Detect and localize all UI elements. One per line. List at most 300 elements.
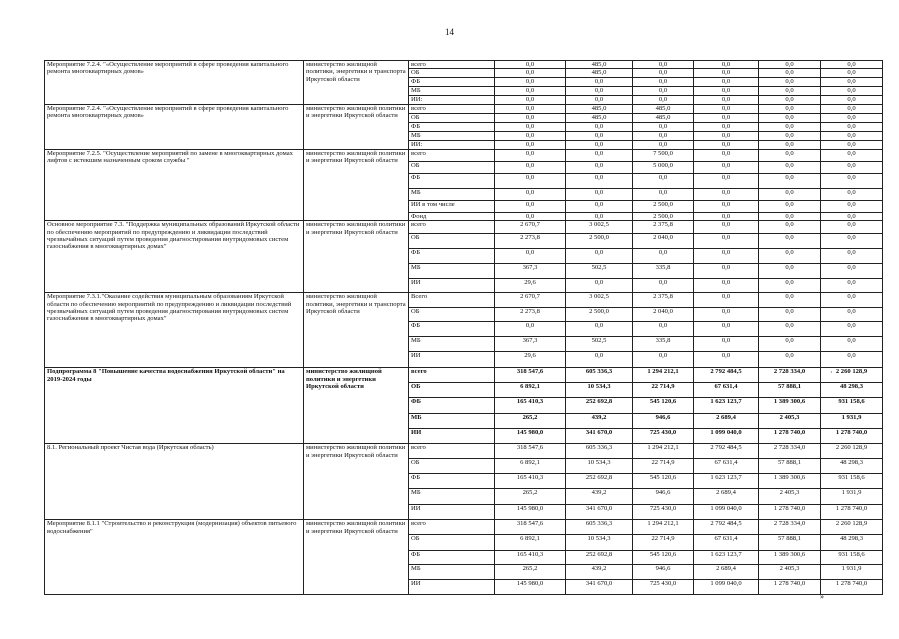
amount-cell: 1 623 123,7 <box>694 398 759 414</box>
amount-cell: 0,0 <box>821 69 883 77</box>
amount-cell: 725 430,0 <box>633 429 694 444</box>
amount-cell: 1 278 740,0 <box>759 429 821 444</box>
amount-cell: 2 728 334,0 <box>759 368 821 383</box>
amount-cell: 0,0 <box>759 337 821 352</box>
amount-cell: 0,0 <box>821 140 883 149</box>
amount-cell: 48 298,3 <box>821 459 883 474</box>
amount-cell: 0,0 <box>759 131 821 140</box>
funding-source-cell: ИИ <box>409 580 495 595</box>
amount-cell: 335,8 <box>633 337 694 352</box>
amount-cell: 0,0 <box>759 149 821 161</box>
spacer-cell <box>883 505 894 520</box>
amount-cell: 0,0 <box>495 95 566 104</box>
amount-cell: 0,0 <box>694 352 759 368</box>
amount-cell: 367,3 <box>495 264 566 279</box>
amount-cell: 1 294 212,1 <box>633 444 694 459</box>
amount-cell: 0,0 <box>633 352 694 368</box>
amount-cell: 22 714,9 <box>633 535 694 551</box>
amount-cell: 22 714,9 <box>633 383 694 398</box>
amount-cell: 0,0 <box>495 77 566 86</box>
amount-cell: 0,0 <box>566 77 633 86</box>
funding-source-cell: МБ <box>409 414 495 429</box>
amount-cell: 0,0 <box>694 337 759 352</box>
amount-cell: 252 692,8 <box>566 398 633 414</box>
amount-cell: 6 892,1 <box>495 459 566 474</box>
funding-source-cell: всего <box>409 104 495 113</box>
amount-cell: 0,0 <box>821 77 883 86</box>
amount-cell: 145 980,0 <box>495 580 566 595</box>
margin-mark: · <box>830 368 833 377</box>
amount-cell: 439,2 <box>566 489 633 505</box>
spacer-cell <box>883 580 894 595</box>
amount-cell: 1 623 123,7 <box>694 551 759 565</box>
spacer-cell <box>883 69 894 77</box>
measure-name-cell: 8.1. Региональный проект Чистая вода (Иркутская область) <box>45 444 304 520</box>
budget-table <box>44 60 894 595</box>
amount-cell: 0,0 <box>694 212 759 220</box>
amount-cell: 0,0 <box>694 95 759 104</box>
amount-cell: 1 278 740,0 <box>759 505 821 520</box>
measure-name-cell: Подпрограмма 8 "Повышение качества водоснабжения Иркутской области" на 2019-2024 годы <box>45 368 304 444</box>
amount-cell: 1 931,9 <box>821 489 883 505</box>
amount-cell: 485,0 <box>566 61 633 69</box>
amount-cell: 946,6 <box>633 414 694 429</box>
executor-cell: министерство жилищной политики и энергетики Иркутской области <box>304 444 409 520</box>
spacer-cell <box>883 249 894 264</box>
funding-source-cell: ИИ в том числе <box>409 200 495 212</box>
funding-source-cell: ИИ: <box>409 95 495 104</box>
amount-cell: 545 120,6 <box>633 474 694 489</box>
amount-cell: 0,0 <box>821 188 883 200</box>
funding-source-cell: ОБ <box>409 161 495 173</box>
amount-cell: 0,0 <box>694 113 759 122</box>
amount-cell: 0,0 <box>495 86 566 95</box>
spacer-cell <box>883 368 894 383</box>
spacer-cell <box>883 234 894 249</box>
funding-source-cell: МБ <box>409 188 495 200</box>
amount-cell: 931 158,6 <box>821 474 883 489</box>
amount-cell: 0,0 <box>633 140 694 149</box>
measure-name-cell: Мероприятие 7.2.4. "«Осуществление мероприятий в сфере проведения капитального ремонта многоквартирных домов» <box>45 104 304 149</box>
amount-cell: 1 294 212,1 <box>633 520 694 535</box>
executor-cell: министерство жилищной политики, энергетики и транспорта Иркутской области <box>304 61 409 105</box>
table-row <box>45 293 894 308</box>
amount-cell: 0,0 <box>821 279 883 293</box>
amount-cell: 0,0 <box>566 122 633 131</box>
amount-cell: 2 273,8 <box>495 308 566 322</box>
amount-cell: 0,0 <box>694 249 759 264</box>
spacer-cell <box>883 398 894 414</box>
amount-cell: 0,0 <box>821 249 883 264</box>
amount-cell: 0,0 <box>694 104 759 113</box>
amount-cell: 0,0 <box>821 212 883 220</box>
amount-cell: 502,5 <box>566 264 633 279</box>
amount-cell: 0,0 <box>694 69 759 77</box>
amount-cell: 0,0 <box>694 279 759 293</box>
amount-cell: 0,0 <box>821 337 883 352</box>
amount-cell: 2 689,4 <box>694 489 759 505</box>
amount-cell: 0,0 <box>821 293 883 308</box>
table-row <box>45 444 894 459</box>
amount-cell: 0,0 <box>495 122 566 131</box>
spacer-cell <box>883 414 894 429</box>
amount-cell: 2 260 128,9 <box>821 368 883 383</box>
amount-cell: 0,0 <box>821 322 883 337</box>
amount-cell: 318 547,6 <box>495 368 566 383</box>
amount-cell: 2 670,7 <box>495 221 566 234</box>
amount-cell: 0,0 <box>633 86 694 95</box>
amount-cell: 165 410,3 <box>495 474 566 489</box>
amount-cell: 0,0 <box>566 95 633 104</box>
spacer-cell <box>883 489 894 505</box>
amount-cell: 10 534,3 <box>566 459 633 474</box>
amount-cell: 0,0 <box>821 221 883 234</box>
amount-cell: 0,0 <box>759 322 821 337</box>
amount-cell: 0,0 <box>759 104 821 113</box>
amount-cell: 0,0 <box>759 77 821 86</box>
amount-cell: 0,0 <box>759 95 821 104</box>
amount-cell: 3 002,5 <box>566 221 633 234</box>
amount-cell: 0,0 <box>566 161 633 173</box>
spacer-cell <box>883 293 894 308</box>
spacer-cell <box>883 131 894 140</box>
amount-cell: 57 888,1 <box>759 459 821 474</box>
amount-cell: 57 888,1 <box>759 535 821 551</box>
amount-cell: 1 931,9 <box>821 414 883 429</box>
amount-cell: 22 714,9 <box>633 459 694 474</box>
spacer-cell <box>883 95 894 104</box>
spacer-cell <box>883 61 894 69</box>
amount-cell: 725 430,0 <box>633 505 694 520</box>
amount-cell: 2 792 484,5 <box>694 520 759 535</box>
amount-cell: 2 670,7 <box>495 293 566 308</box>
executor-cell: министерство жилищной политики и энергетики Иркутской области <box>304 149 409 220</box>
amount-cell: 2 273,8 <box>495 234 566 249</box>
amount-cell: 1 278 740,0 <box>759 580 821 595</box>
spacer-cell <box>883 200 894 212</box>
amount-cell: 0,0 <box>633 69 694 77</box>
amount-cell: 3 002,5 <box>566 293 633 308</box>
funding-source-cell: всего <box>409 444 495 459</box>
amount-cell: 318 547,6 <box>495 520 566 535</box>
amount-cell: 265,2 <box>495 489 566 505</box>
amount-cell: 439,2 <box>566 414 633 429</box>
spacer-cell <box>883 77 894 86</box>
amount-cell: 0,0 <box>495 249 566 264</box>
amount-cell: 1 099 040,0 <box>694 429 759 444</box>
amount-cell: 946,6 <box>633 489 694 505</box>
funding-source-cell: МБ <box>409 337 495 352</box>
funding-source-cell: всего <box>409 221 495 234</box>
amount-cell: 145 980,0 <box>495 505 566 520</box>
funding-source-cell: ФБ <box>409 474 495 489</box>
amount-cell: 0,0 <box>566 352 633 368</box>
executor-cell: министерство жилищной политики, энергетики и транспорта Иркутской области <box>304 293 409 368</box>
page-number: 14 <box>445 27 454 37</box>
amount-cell: 67 631,4 <box>694 383 759 398</box>
amount-cell: 0,0 <box>821 149 883 161</box>
amount-cell: 0,0 <box>495 69 566 77</box>
amount-cell: 0,0 <box>694 173 759 188</box>
amount-cell: 341 670,0 <box>566 505 633 520</box>
funding-source-cell: ОБ <box>409 308 495 322</box>
amount-cell: 485,0 <box>566 69 633 77</box>
spacer-cell <box>883 322 894 337</box>
funding-source-cell: ОБ <box>409 234 495 249</box>
amount-cell: 0,0 <box>694 77 759 86</box>
amount-cell: 0,0 <box>694 322 759 337</box>
amount-cell: 0,0 <box>759 61 821 69</box>
amount-cell: 0,0 <box>694 293 759 308</box>
spacer-cell <box>883 459 894 474</box>
amount-cell: 0,0 <box>694 86 759 95</box>
amount-cell: 2 689,4 <box>694 565 759 580</box>
amount-cell: 0,0 <box>821 95 883 104</box>
spacer-cell <box>883 161 894 173</box>
spacer-cell <box>883 352 894 368</box>
amount-cell: 265,2 <box>495 565 566 580</box>
amount-cell: 10 534,3 <box>566 383 633 398</box>
amount-cell: 0,0 <box>633 61 694 69</box>
amount-cell: 2 260 128,9 <box>821 520 883 535</box>
amount-cell: 725 430,0 <box>633 580 694 595</box>
amount-cell: 0,0 <box>633 249 694 264</box>
amount-cell: 0,0 <box>694 234 759 249</box>
amount-cell: 0,0 <box>694 149 759 161</box>
amount-cell: 57 888,1 <box>759 383 821 398</box>
amount-cell: 1 278 740,0 <box>821 580 883 595</box>
spacer-cell <box>883 474 894 489</box>
table-row <box>45 104 894 113</box>
funding-source-cell: ФБ <box>409 122 495 131</box>
amount-cell: 485,0 <box>633 104 694 113</box>
amount-cell: 0,0 <box>759 249 821 264</box>
amount-cell: 2 500,0 <box>633 212 694 220</box>
amount-cell: 0,0 <box>694 308 759 322</box>
funding-source-cell: МБ <box>409 131 495 140</box>
funding-source-cell: ФБ <box>409 77 495 86</box>
amount-cell: 67 631,4 <box>694 535 759 551</box>
spacer-cell <box>883 212 894 220</box>
amount-cell: 1 099 040,0 <box>694 580 759 595</box>
spacer-cell <box>883 149 894 161</box>
amount-cell: 0,0 <box>821 86 883 95</box>
amount-cell: 0,0 <box>566 249 633 264</box>
funding-source-cell: всего <box>409 520 495 535</box>
funding-source-cell: ФБ <box>409 173 495 188</box>
amount-cell: 0,0 <box>759 293 821 308</box>
funding-source-cell: ОБ <box>409 383 495 398</box>
amount-cell: 931 158,6 <box>821 551 883 565</box>
margin-mark: » <box>820 592 824 601</box>
amount-cell: 0,0 <box>821 131 883 140</box>
funding-source-cell: МБ <box>409 86 495 95</box>
amount-cell: 341 670,0 <box>566 580 633 595</box>
amount-cell: 67 631,4 <box>694 459 759 474</box>
measure-name-cell: Мероприятие 7.2.4. "«Осуществление мероприятий в сфере проведения капитального ремонта многоквартирных домов» <box>45 61 304 105</box>
amount-cell: 0,0 <box>759 234 821 249</box>
amount-cell: 485,0 <box>566 104 633 113</box>
spacer-cell <box>883 535 894 551</box>
amount-cell: 0,0 <box>495 173 566 188</box>
amount-cell: 0,0 <box>759 352 821 368</box>
amount-cell: 0,0 <box>694 221 759 234</box>
amount-cell: 1 278 740,0 <box>821 505 883 520</box>
amount-cell: 0,0 <box>694 200 759 212</box>
amount-cell: 0,0 <box>759 140 821 149</box>
amount-cell: 0,0 <box>759 173 821 188</box>
amount-cell: 0,0 <box>633 131 694 140</box>
funding-source-cell: всего <box>409 368 495 383</box>
amount-cell: 1 389 300,6 <box>759 474 821 489</box>
amount-cell: 10 534,3 <box>566 535 633 551</box>
amount-cell: 335,8 <box>633 264 694 279</box>
spacer-cell <box>883 264 894 279</box>
funding-source-cell: ФБ <box>409 551 495 565</box>
amount-cell: 0,0 <box>495 200 566 212</box>
spacer-cell <box>883 308 894 322</box>
funding-source-cell: ОБ <box>409 113 495 122</box>
amount-cell: 0,0 <box>495 113 566 122</box>
amount-cell: 2 728 334,0 <box>759 520 821 535</box>
amount-cell: 0,0 <box>821 200 883 212</box>
executor-cell: министерство жилищной политики и энергетики Иркутской области <box>304 104 409 149</box>
spacer-cell <box>883 429 894 444</box>
amount-cell: 946,6 <box>633 565 694 580</box>
spacer-cell <box>883 188 894 200</box>
amount-cell: 0,0 <box>821 264 883 279</box>
table-row <box>45 368 894 383</box>
amount-cell: 545 120,6 <box>633 398 694 414</box>
spacer-cell <box>883 86 894 95</box>
amount-cell: 439,2 <box>566 565 633 580</box>
amount-cell: 0,0 <box>821 161 883 173</box>
amount-cell: 2 500,0 <box>633 200 694 212</box>
spacer-cell <box>883 383 894 398</box>
amount-cell: 2 040,0 <box>633 234 694 249</box>
amount-cell: 252 692,8 <box>566 551 633 565</box>
amount-cell: 48 298,3 <box>821 535 883 551</box>
table-row <box>45 520 894 535</box>
amount-cell: 2 405,3 <box>759 414 821 429</box>
amount-cell: 0,0 <box>633 322 694 337</box>
amount-cell: 6 892,1 <box>495 535 566 551</box>
amount-cell: 0,0 <box>633 77 694 86</box>
spacer-cell <box>883 221 894 234</box>
amount-cell: 6 892,1 <box>495 383 566 398</box>
amount-cell: 5 000,0 <box>633 161 694 173</box>
spacer-cell <box>883 140 894 149</box>
amount-cell: 605 336,3 <box>566 520 633 535</box>
amount-cell: 0,0 <box>633 279 694 293</box>
funding-source-cell: ОБ <box>409 69 495 77</box>
funding-source-cell: всего <box>409 149 495 161</box>
amount-cell: 1 623 123,7 <box>694 474 759 489</box>
funding-source-cell: всего <box>409 61 495 69</box>
measure-name-cell: Основное мероприятие 7.3. "Поддержка муниципальных образований Иркутской области по обеспечению мероприятий по предупреждению и ликвидации последствий чрезвычайных ситуаций путем проведения диагностирования внутридомовых систем газоснабжения в многоквартирных домах" <box>45 221 304 293</box>
amount-cell: 0,0 <box>759 161 821 173</box>
amount-cell: 0,0 <box>495 149 566 161</box>
amount-cell: 0,0 <box>633 122 694 131</box>
amount-cell: 29,6 <box>495 279 566 293</box>
funding-source-cell: ФБ <box>409 322 495 337</box>
amount-cell: 1 099 040,0 <box>694 505 759 520</box>
amount-cell: 0,0 <box>495 104 566 113</box>
amount-cell: 0,0 <box>821 234 883 249</box>
amount-cell: 0,0 <box>694 264 759 279</box>
amount-cell: 931 158,6 <box>821 398 883 414</box>
amount-cell: 0,0 <box>694 122 759 131</box>
spacer-cell <box>883 279 894 293</box>
amount-cell: 2 689,4 <box>694 414 759 429</box>
spacer-cell <box>883 444 894 459</box>
amount-cell: 0,0 <box>759 308 821 322</box>
amount-cell: 0,0 <box>821 173 883 188</box>
amount-cell: 0,0 <box>566 200 633 212</box>
amount-cell: 0,0 <box>759 279 821 293</box>
amount-cell: 0,0 <box>495 131 566 140</box>
amount-cell: 0,0 <box>759 69 821 77</box>
spacer-cell <box>883 565 894 580</box>
amount-cell: 2 792 484,5 <box>694 368 759 383</box>
funding-source-cell: Всего <box>409 293 495 308</box>
amount-cell: 0,0 <box>759 113 821 122</box>
amount-cell: 0,0 <box>566 140 633 149</box>
amount-cell: 0,0 <box>821 61 883 69</box>
amount-cell: 502,5 <box>566 337 633 352</box>
amount-cell: 0,0 <box>694 188 759 200</box>
amount-cell: 318 547,6 <box>495 444 566 459</box>
amount-cell: 0,0 <box>566 131 633 140</box>
funding-source-cell: ИИ <box>409 429 495 444</box>
amount-cell: 0,0 <box>566 173 633 188</box>
spacer-cell <box>883 520 894 535</box>
amount-cell: 2 792 484,5 <box>694 444 759 459</box>
amount-cell: 0,0 <box>694 161 759 173</box>
amount-cell: 2 500,0 <box>566 234 633 249</box>
amount-cell: 0,0 <box>495 322 566 337</box>
amount-cell: 605 336,3 <box>566 368 633 383</box>
table-row <box>45 149 894 161</box>
amount-cell: 367,3 <box>495 337 566 352</box>
amount-cell: 0,0 <box>566 322 633 337</box>
amount-cell: 0,0 <box>495 188 566 200</box>
amount-cell: 7 500,0 <box>633 149 694 161</box>
executor-cell: министерство жилищной политики и энергетики Иркутской области <box>304 221 409 293</box>
amount-cell: 145 980,0 <box>495 429 566 444</box>
amount-cell: 48 298,3 <box>821 383 883 398</box>
amount-cell: 0,0 <box>566 149 633 161</box>
amount-cell: 0,0 <box>566 188 633 200</box>
amount-cell: 1 389 300,6 <box>759 398 821 414</box>
spacer-cell <box>883 113 894 122</box>
amount-cell: 0,0 <box>633 188 694 200</box>
amount-cell: 0,0 <box>495 140 566 149</box>
amount-cell: 0,0 <box>566 86 633 95</box>
amount-cell: 0,0 <box>821 113 883 122</box>
amount-cell: 2 040,0 <box>633 308 694 322</box>
amount-cell: 2 375,8 <box>633 221 694 234</box>
amount-cell: 0,0 <box>759 264 821 279</box>
spacer-cell <box>883 551 894 565</box>
amount-cell: 0,0 <box>759 221 821 234</box>
amount-cell: 485,0 <box>633 113 694 122</box>
measure-name-cell: Мероприятие 8.1.1 "Строительство и реконструкция (модернизация) объектов питьевого водоснабжения" <box>45 520 304 595</box>
funding-source-cell: ИИ <box>409 352 495 368</box>
amount-cell: 0,0 <box>821 104 883 113</box>
executor-cell: министерство жилищной политики и энергетики Иркутской области <box>304 368 409 444</box>
spacer-cell <box>883 337 894 352</box>
